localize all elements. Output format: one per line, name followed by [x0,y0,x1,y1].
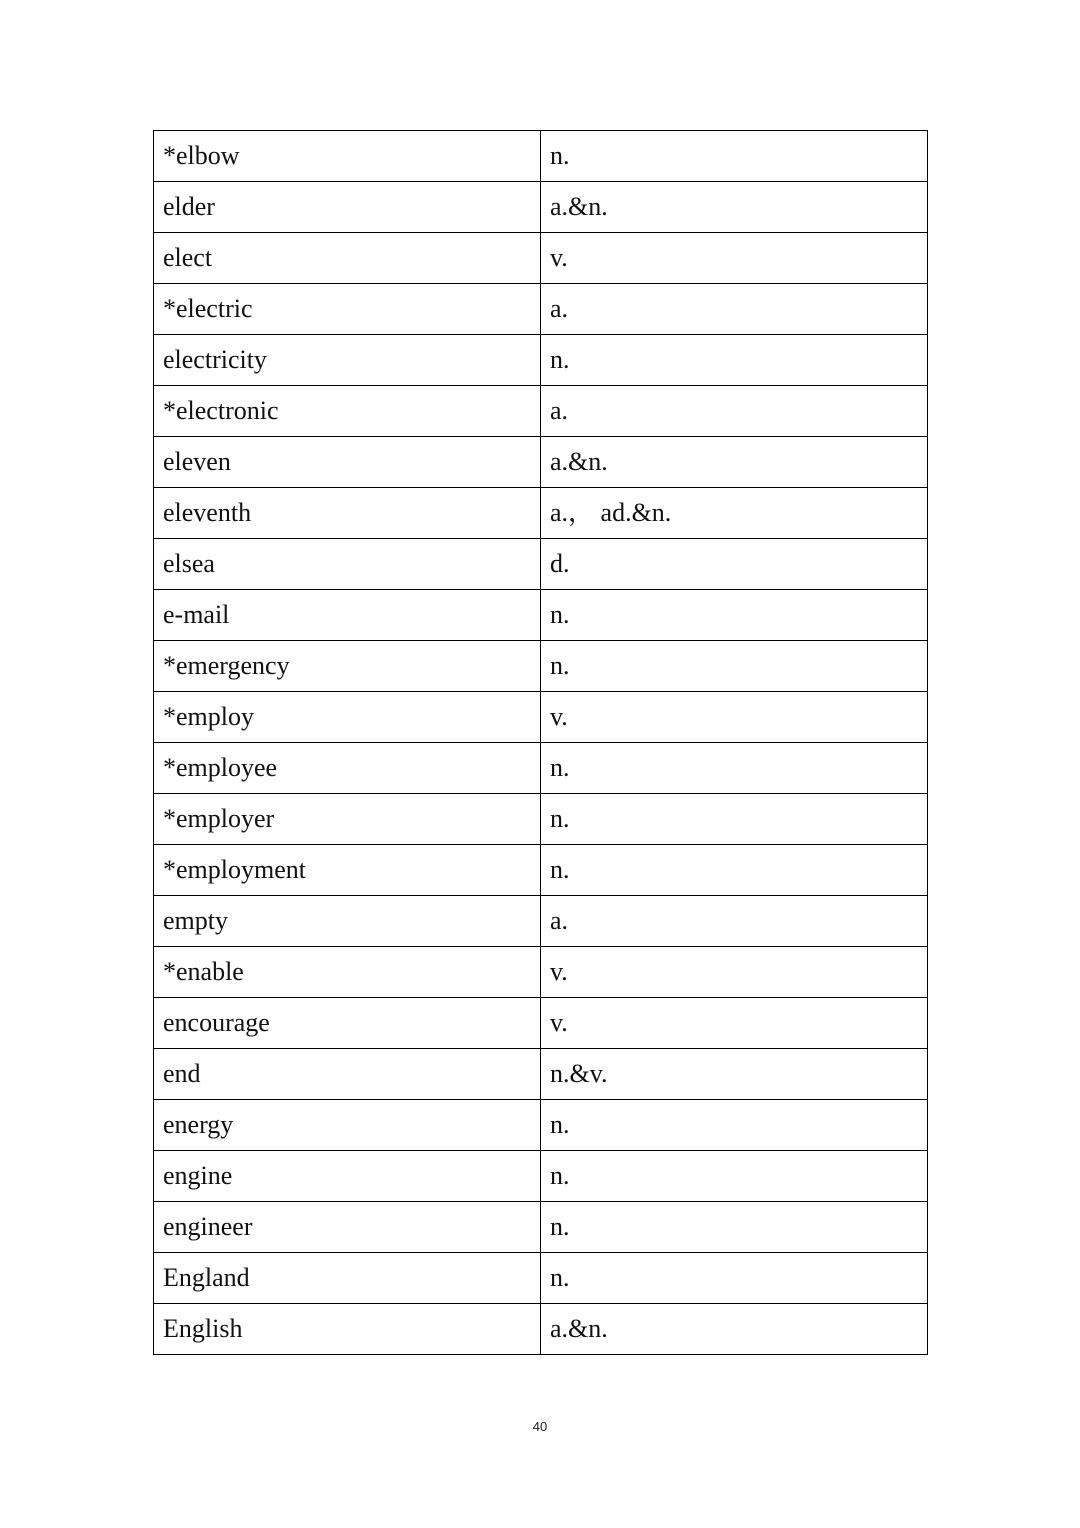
vocabulary-table [153,130,928,1355]
part-of-speech-cell: a.， ad.&n. [541,488,928,539]
word-cell: encourage [154,998,541,1049]
part-of-speech-cell: a.&n. [541,1304,928,1355]
word-cell: eleventh [154,488,541,539]
word-cell: engineer [154,1202,541,1253]
part-of-speech-cell: a. [541,284,928,335]
table-row [154,692,928,743]
word-cell: energy [154,1100,541,1151]
table-row [154,488,928,539]
word-cell: e-mail [154,590,541,641]
word-cell: *emergency [154,641,541,692]
part-of-speech-cell: n. [541,1253,928,1304]
table-row [154,1304,928,1355]
part-of-speech-cell: v. [541,998,928,1049]
part-of-speech-cell: n. [541,1202,928,1253]
part-of-speech-cell: n. [541,131,928,182]
word-cell: empty [154,896,541,947]
word-cell: end [154,1049,541,1100]
part-of-speech-cell: n.&v. [541,1049,928,1100]
part-of-speech-cell: v. [541,947,928,998]
part-of-speech-cell: a.&n. [541,182,928,233]
word-cell: elect [154,233,541,284]
word-cell: elsea [154,539,541,590]
word-cell: English [154,1304,541,1355]
table-row [154,1049,928,1100]
word-cell: *enable [154,947,541,998]
part-of-speech-cell: n. [541,845,928,896]
table-row [154,335,928,386]
word-cell: electricity [154,335,541,386]
word-cell: *employee [154,743,541,794]
part-of-speech-cell: v. [541,692,928,743]
page-number: 40 [532,1419,548,1434]
table-row [154,896,928,947]
part-of-speech-cell: n. [541,335,928,386]
word-cell: England [154,1253,541,1304]
part-of-speech-cell: a. [541,386,928,437]
word-cell: *elbow [154,131,541,182]
table-row [154,1202,928,1253]
table-row [154,233,928,284]
part-of-speech-cell: n. [541,1151,928,1202]
table-row [154,743,928,794]
part-of-speech-cell: v. [541,233,928,284]
part-of-speech-cell: n. [541,590,928,641]
table-row [154,845,928,896]
table-row [154,1100,928,1151]
word-cell: *employer [154,794,541,845]
word-cell: *electric [154,284,541,335]
table-row [154,947,928,998]
table-row [154,1151,928,1202]
part-of-speech-cell: n. [541,641,928,692]
table-row [154,437,928,488]
table-row [154,131,928,182]
table-row [154,284,928,335]
table-row [154,590,928,641]
word-cell: elder [154,182,541,233]
word-cell: *employment [154,845,541,896]
table-row [154,182,928,233]
word-cell: engine [154,1151,541,1202]
table-row [154,386,928,437]
word-cell: *employ [154,692,541,743]
part-of-speech-cell: n. [541,1100,928,1151]
table-row [154,1253,928,1304]
part-of-speech-cell: d. [541,539,928,590]
table-row [154,794,928,845]
table-row [154,641,928,692]
table-row [154,539,928,590]
word-cell: *electronic [154,386,541,437]
part-of-speech-cell: a. [541,896,928,947]
part-of-speech-cell: n. [541,794,928,845]
table-row [154,998,928,1049]
word-cell: eleven [154,437,541,488]
part-of-speech-cell: n. [541,743,928,794]
part-of-speech-cell: a.&n. [541,437,928,488]
